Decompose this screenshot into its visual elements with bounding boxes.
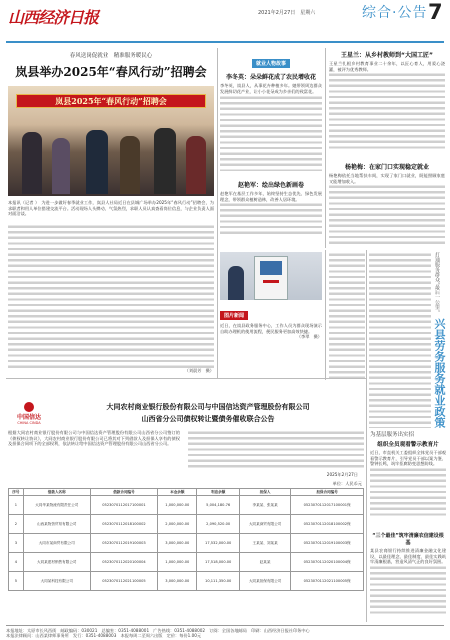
table-cell: 大同某科技有限公司 bbox=[23, 572, 90, 591]
notice-body: 根据大同农村商业银行股份有限公司与中国信达资产管理股份有限公司山西省分公司签订的《债权转让协议》，大同农村商业银行股份有限公司已将其对下列借款人及担保人享有的债权及担保合同项下的全部权利，依法转让给中国信达资产管理股份有限公司山西省分公司。 bbox=[8, 430, 180, 447]
vertical-title: 兴县劳务服务就业政策 bbox=[433, 318, 446, 428]
article-title: 组织全员观看警示教育片 bbox=[377, 442, 439, 448]
vertical-kicker: 打通服务群众“最后一公里” bbox=[434, 252, 440, 313]
event-banner bbox=[16, 94, 206, 108]
article-body-continued bbox=[220, 202, 322, 236]
masthead bbox=[0, 0, 450, 44]
table-cell: 1,000,000.00 bbox=[158, 553, 197, 572]
table-cell: 3,000,000.00 bbox=[158, 572, 197, 591]
table-header-cell: 借款合同编号 bbox=[90, 489, 157, 496]
cinda-logo-text: 中国信达 bbox=[16, 414, 41, 421]
table-cell: 大同某担保有限公司 bbox=[239, 572, 290, 591]
table-cell: 大同市某商贸有限公司 bbox=[23, 534, 90, 553]
banner-text: 岚县2025年“春风行动”招聘会 bbox=[55, 96, 167, 106]
article-body-continued bbox=[329, 252, 365, 378]
table-row bbox=[9, 515, 364, 534]
table-cell: 李某某、张某某 bbox=[239, 496, 290, 515]
article-body: 杨艳梅依托当地帮扶车间，实现了家门口就业，既能照顾家庭又能增加收入。 bbox=[329, 173, 445, 184]
notice-sign-date: 2025年2月27日 bbox=[326, 472, 358, 477]
table-row bbox=[9, 496, 364, 515]
table-body bbox=[9, 496, 364, 591]
article-warning-education bbox=[370, 430, 446, 530]
table-cell: 5,004,180.76 bbox=[197, 496, 240, 515]
article-yang-yanmei bbox=[329, 162, 445, 248]
article-title: 杨艳梅：在家门口实现稳定就业 bbox=[344, 164, 429, 171]
article-kicker: 为基层服务出实招 bbox=[370, 432, 415, 438]
article-title: 赵艳军：绘出绿色新画卷 bbox=[237, 182, 304, 189]
article-body-continued bbox=[220, 95, 322, 171]
notice-title-line1: 大同农村商业银行股份有限公司与中国信达资产管理股份有限公司 bbox=[106, 402, 310, 411]
table-row bbox=[9, 534, 364, 553]
article-zhao-yanjun bbox=[220, 180, 322, 248]
column-divider bbox=[325, 250, 326, 380]
lead-photo bbox=[8, 86, 214, 196]
notice-logo bbox=[10, 402, 48, 424]
table-cell: 2,000,000.00 bbox=[158, 515, 197, 534]
table-cell: 0523070112017100001 bbox=[90, 496, 157, 515]
crowd-figure bbox=[52, 138, 70, 194]
table-cell: 山西某物资贸易有限公司 bbox=[23, 515, 90, 534]
footer-line-1: 本报地址：太原市长风西街 邮政编码：030021 总编室：0351-4088001 广告热线：0351-4088002 订阅：全国各地邮局 印刷：山西经济日报社印务中心 bbox=[6, 628, 310, 633]
article-body: 近日，市直机关工委组织全体党员干部观看警示教育片，引导党员干部以案为鉴、警钟长鸣，筑牢拒腐防变思想防线。 bbox=[370, 450, 446, 467]
debt-table bbox=[8, 488, 364, 591]
crowd-figure bbox=[186, 136, 206, 194]
crowd-figure bbox=[22, 132, 42, 194]
article-wang-xinglan bbox=[329, 50, 445, 160]
table-header-cell: 担保合同编号 bbox=[291, 489, 364, 496]
table-row bbox=[9, 553, 364, 572]
table-cell: 1 bbox=[9, 496, 24, 515]
article-body: 王星兰扎根乡村教育事业二十余年，以匠心育人，用爱心浇灌，被评为优秀教师。 bbox=[329, 61, 445, 72]
table-cell: 0523070112020100004保 bbox=[291, 553, 364, 572]
table-header-cell: 借款人名称 bbox=[23, 489, 90, 496]
column-divider bbox=[366, 250, 367, 622]
column-divider bbox=[217, 48, 218, 378]
table-cell: 3 bbox=[9, 534, 24, 553]
table-cell: 0523070112018100002保 bbox=[291, 515, 364, 534]
table-cell: 3,000,000.00 bbox=[158, 534, 197, 553]
article-title: “三个最佳”筑牢清廉农信建设根基 bbox=[372, 533, 444, 546]
article-body: 李冬英，岚县人，从事花卉种植多年。她带领周边群众发展鲜切花产业，让小小花朵成为乡亲们的致富花。 bbox=[220, 83, 322, 94]
table-cell: 0523070112017100001保 bbox=[291, 496, 364, 515]
kiosk-photo bbox=[220, 252, 322, 300]
table-cell: 2 bbox=[9, 515, 24, 534]
table-cell: 大同某商贸有限公司 bbox=[239, 515, 290, 534]
article-clean-finance bbox=[370, 532, 446, 622]
table-cell: 0523070112019100003保 bbox=[291, 534, 364, 553]
table-cell: 4 bbox=[9, 553, 24, 572]
table-cell: 大同华某物流有限责任公司 bbox=[23, 496, 90, 515]
lead-body-continued bbox=[8, 224, 214, 370]
debt-transfer-notice bbox=[8, 382, 364, 622]
footer-line-2: 本报法律顾问：山西某律师事务所 发行：0351-4088003 本报每周二至周六出版 定价：每份1.00元 bbox=[6, 633, 202, 638]
kiosk-machine bbox=[254, 256, 288, 300]
newspaper-logo: 山西经济日报 bbox=[8, 8, 99, 27]
column-tag: 就业人物故事 bbox=[252, 59, 290, 68]
table-header-cell: 本金余额 bbox=[158, 489, 197, 496]
lead-title: 岚县举办2025年“春风行动”招聘会 bbox=[15, 65, 207, 79]
photo-news-label: 图片新闻 bbox=[220, 311, 248, 320]
photo-caption bbox=[220, 302, 322, 376]
table-cell: 0523070112018100002 bbox=[90, 515, 157, 534]
article-body-continued bbox=[369, 252, 431, 428]
table-cell: 5 bbox=[9, 572, 24, 591]
debt-table-wrap bbox=[8, 488, 364, 591]
table-cell: 17,532,000.00 bbox=[197, 534, 240, 553]
table-header-cell: 序号 bbox=[9, 489, 24, 496]
table-cell: 0523070112020100004 bbox=[90, 553, 157, 572]
kiosk-operator bbox=[228, 266, 244, 300]
article-xing-county-text bbox=[369, 252, 431, 428]
table-cell: 赵某某 bbox=[239, 553, 290, 572]
lead-article bbox=[8, 48, 214, 376]
table-unit: 单位：人民币元 bbox=[332, 481, 362, 486]
page-number: 7 bbox=[428, 0, 443, 24]
lead-credit: （刘晨芳 摄） bbox=[184, 368, 214, 373]
lead-body: 本报讯（记者 ） 为进一步做好春季就业工作，岚县人社局近日在县城广场举办2025年“春风行动”招聘会，为求职者和用人单位搭建交流平台。活动现场人头攒动、气氛热烈，求职人员认真查看岗位信息，与企业负责人面对面洽谈。 bbox=[8, 200, 214, 217]
photo-caption-text: 近日，在岚县政务服务中心，工作人员为群众现场演示自助办理机的使用流程，便民服务更加高效快捷。 bbox=[220, 323, 322, 334]
table-cell: 大同某建材销售有限公司 bbox=[23, 553, 90, 572]
article-li-dongying bbox=[220, 50, 322, 178]
article-title: 王星兰：从乡村教师到“大国工匠” bbox=[341, 52, 433, 59]
article-body-continued bbox=[329, 184, 445, 244]
table-cell: 2,090,520.00 bbox=[197, 515, 240, 534]
table-header-cell: 担保人 bbox=[239, 489, 290, 496]
table-cell: 17,518,000.00 bbox=[197, 553, 240, 572]
article-body-continued bbox=[370, 467, 446, 517]
notice-title-line2: 山西省分公司债权转让暨债务催收联合公告 bbox=[141, 414, 275, 423]
issue-date: 2021年2月27日 星期六 bbox=[258, 10, 316, 16]
article-body-continued bbox=[329, 72, 445, 150]
notice-body-continued bbox=[188, 430, 364, 470]
table-row bbox=[9, 572, 364, 591]
table-cell: 0523070112021100005 bbox=[90, 572, 157, 591]
kiosk-slot bbox=[263, 280, 279, 283]
column-divider bbox=[325, 48, 326, 248]
crowd-figure bbox=[154, 128, 176, 194]
table-cell: 10,111,350.00 bbox=[197, 572, 240, 591]
article-body-continued bbox=[370, 565, 446, 615]
section-divider bbox=[6, 378, 366, 379]
article-body: 某县农商银行持续推进清廉金融文化建设，以最佳理念、最佳制度、最佳实践筑牢清廉根基，营造风清气正的良好氛围。 bbox=[370, 548, 446, 565]
cinda-logo-subtext: CHINA CINDA bbox=[17, 421, 41, 425]
article-xing-county bbox=[329, 252, 365, 378]
section-title: 综合·公告 bbox=[362, 5, 428, 21]
table-header-cell: 利息余额 bbox=[197, 489, 240, 496]
table-cell: 王某某、刘某某 bbox=[239, 534, 290, 553]
crowd-figure bbox=[120, 136, 140, 194]
masthead-rule bbox=[6, 41, 444, 43]
article-title: 李冬英：朵朵鲜花成了农民增收花 bbox=[225, 74, 316, 81]
lead-kicker: 春风送岗促就业 精准服务暖民心 bbox=[69, 53, 153, 59]
table-header-row bbox=[9, 489, 364, 496]
table-cell: 0523070112021100005保 bbox=[291, 572, 364, 591]
crowd-figure bbox=[86, 130, 108, 194]
article-body: 赵艳军在基层工作多年，始终坚持生态优先、绿色发展理念，带领群众植树造林，改善人居环境。 bbox=[220, 191, 322, 202]
page-footer bbox=[6, 625, 444, 638]
kiosk-screen bbox=[260, 261, 282, 275]
table-cell: 0523070112019100003 bbox=[90, 534, 157, 553]
table-cell: 1,000,000.00 bbox=[158, 496, 197, 515]
photo-credit: （李翠 摄） bbox=[296, 334, 322, 340]
cinda-emblem bbox=[24, 402, 34, 412]
